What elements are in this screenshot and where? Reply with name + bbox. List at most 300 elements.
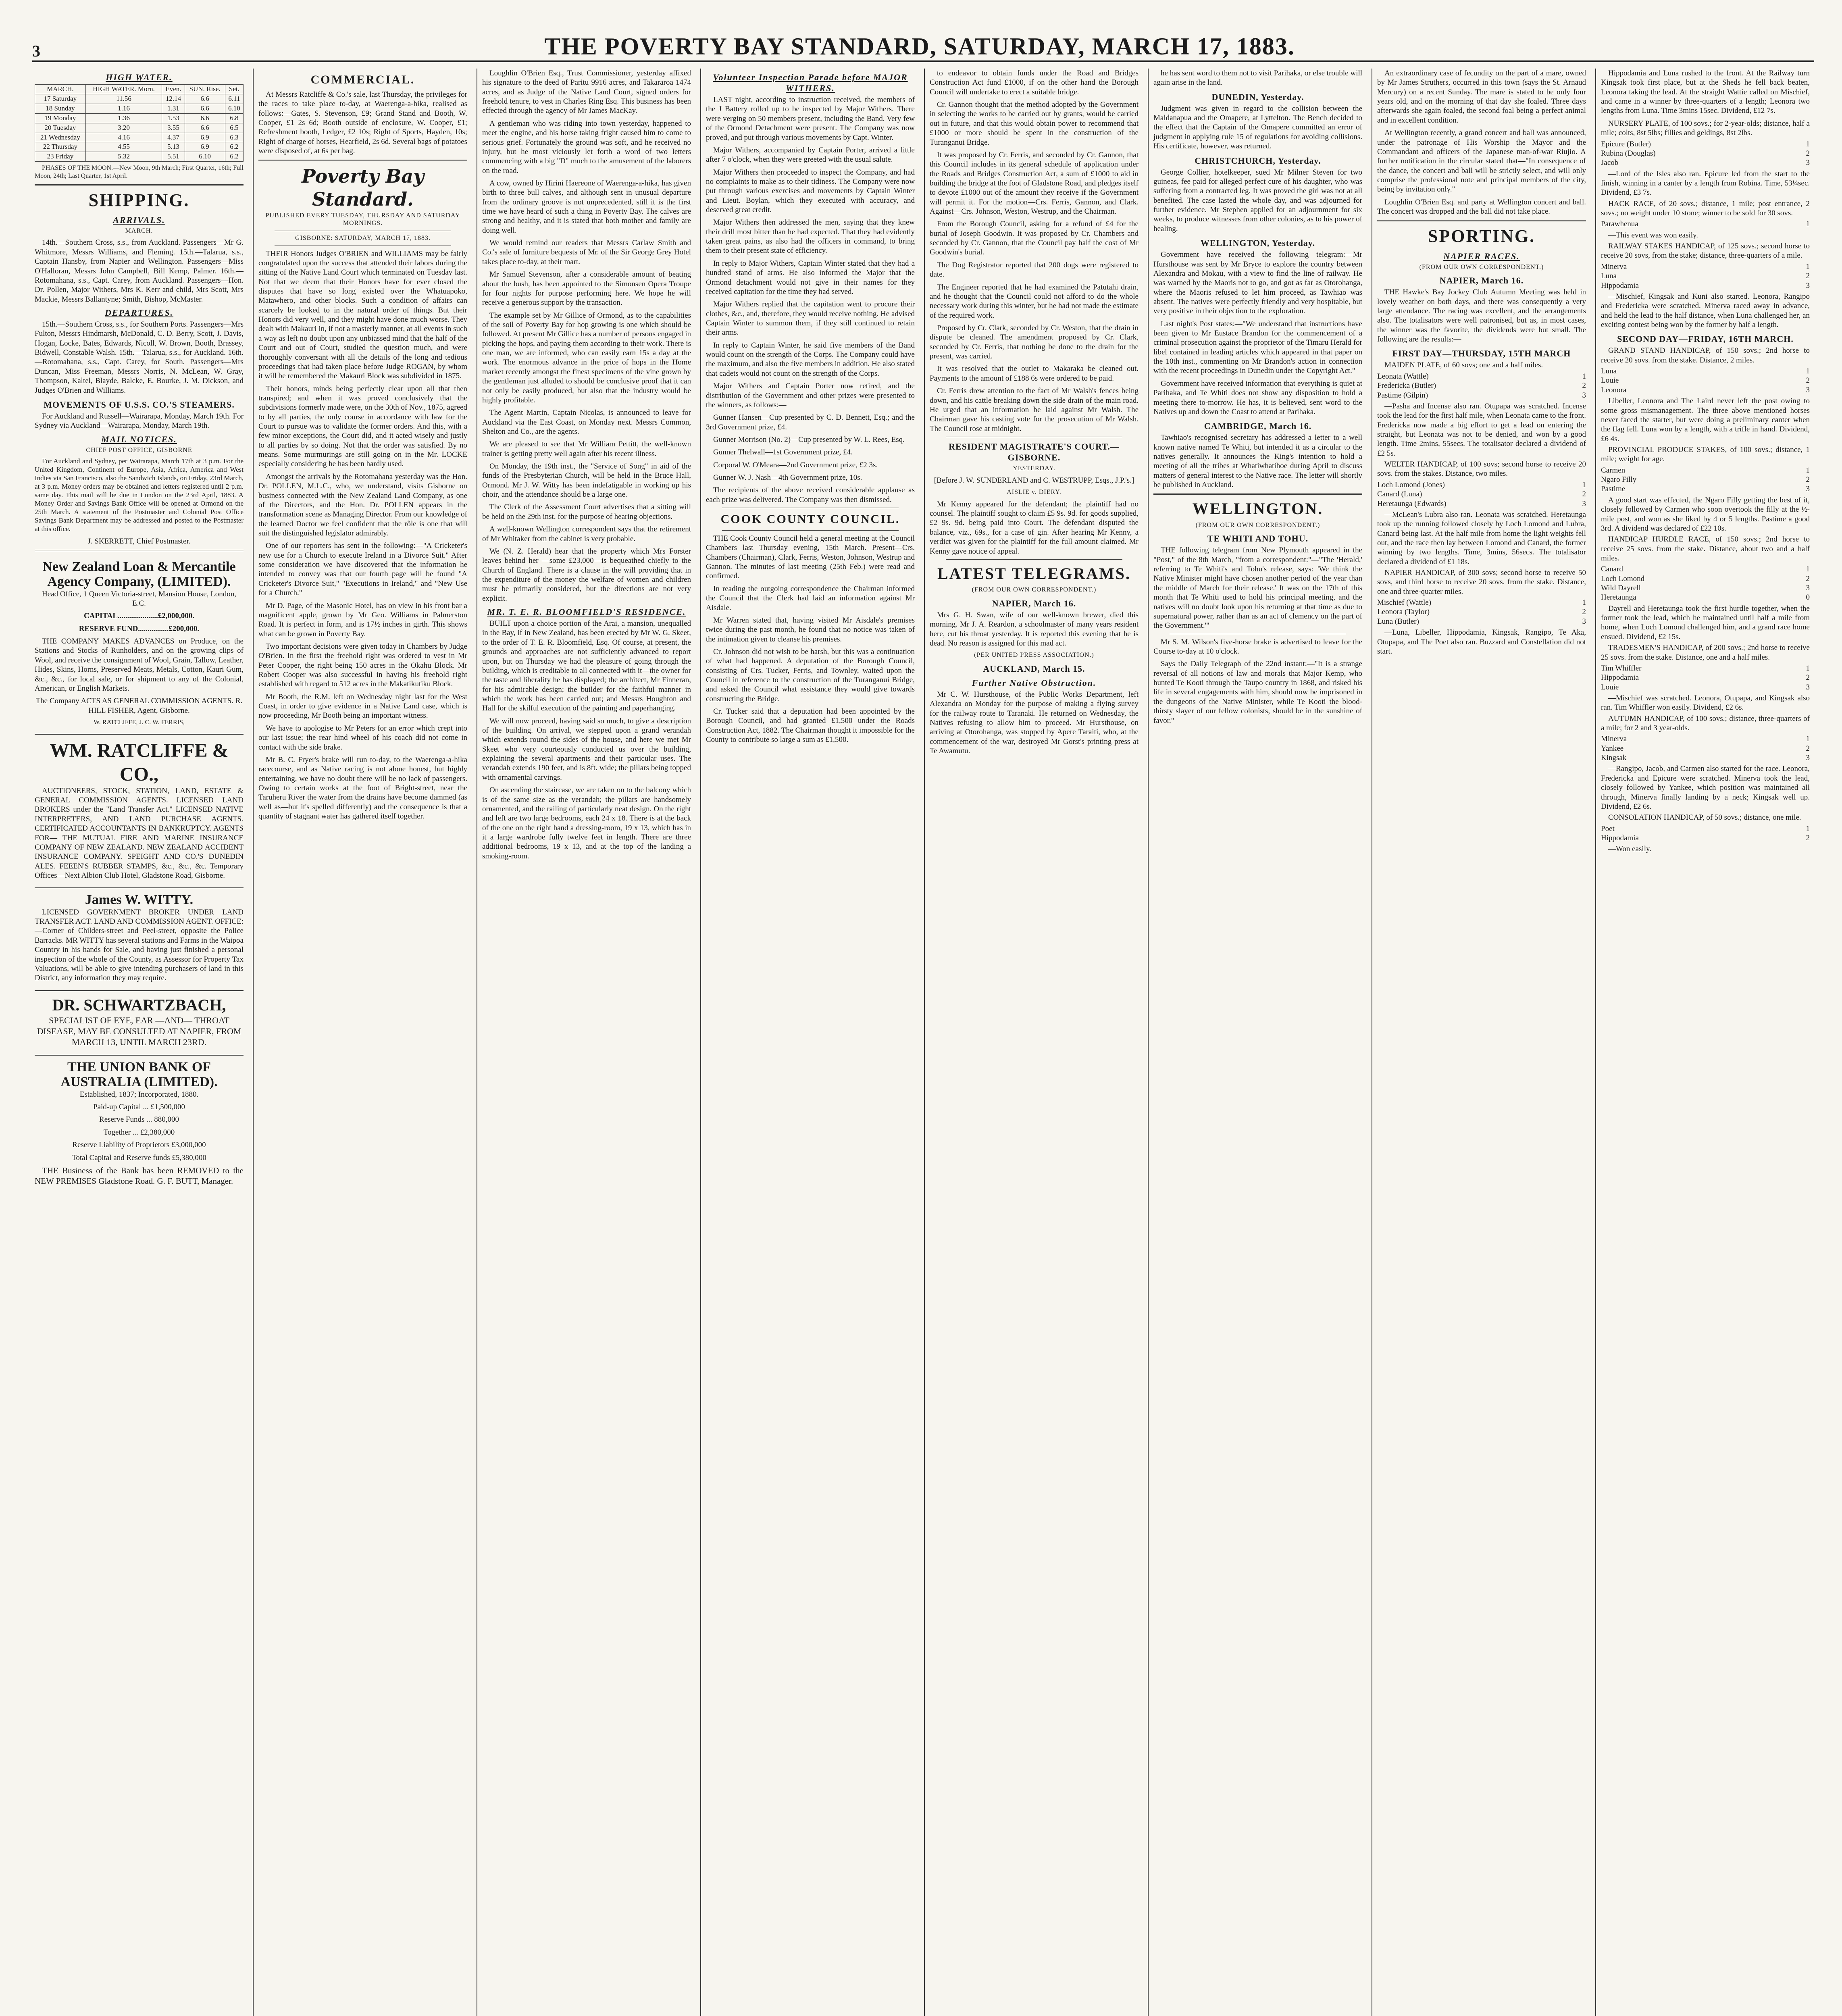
page-number: 3 [32,42,41,60]
news-paragraph: Mr Samuel Stevenson, after a considerable amount of beating about the bush, has been appointed to the Simonsen Opera Troupe for four nights for purpose performing here. We hope he will receive a generous support by the transaction. [482,270,691,307]
tide-cell: 6.9 [185,133,225,142]
race-entry [1601,564,1810,574]
tide-cell: 6.11 [225,94,243,104]
placing: 3 [1806,158,1810,167]
witty-text: LICENSED GOVERNMENT BROKER UNDER LAND TRANSFER ACT. LAND AND COMMISSION AGENT. OFFICE:—Corner of Childers-street and Peel-street, opposite the Police Barracks. MR WITTY has several stations and Farms in the Waipoa Country in his hands for Sale, and having just finished a personal inspection of the whole of the County, as Assessor for Property Tax Valuations, will be able to give intending purchasers of land in this District, any information they may require. [35,908,244,983]
race-entry [1377,381,1586,390]
race-report: Hippodamia and Luna rushed to the front. At the Railway turn Kingsak took first place, but at the Sheds he fell back beaten, Leonora taking the lead. At the straight Wattie called on Mischief, and came in a winner by three-quarters of a length; Leonora two lengths from Luna. Time 3mins 15sec. Dividend, £12 7s. [1601,69,1810,115]
bank-text: THE Business of the Bank has been REMOVED to the NEW PREMISES Gladstone Road. G. F. BUTT, Manager. [35,1165,244,1186]
horse-name: Tim Whiffler [1601,664,1642,673]
council-paragraph: Cr. Ferris drew attention to the fact of Mr Walsh's fences being down, and his cattle breaking down the side drain of the main road. He urged that an information be laid against Mr Walsh. The Chairman gave his casting vote for the prosecution of Mr Walsh. The Council rose at midnight. [930,387,1139,433]
editorial-paragraph: Mr D. Page, of the Masonic Hotel, has on view in his front bar a magnificent apple, grown by Mr Geo. Williams in Palmerston Road. It is perfect in form, and is 17½ inches in girth. This shows what can be grown in Poverty Bay. [258,601,467,638]
race-note: A good start was effected, the Ngaro Filly getting the best of it, closely followed by Carmen who soon overtook the filly at the ½-mile post, and won as she liked by 4 or 5 lengths. Pastime a good 3rd. A dividend was declared of £22 10s. [1601,496,1810,533]
horse-name: Louie [1601,683,1619,691]
horse-name: Louie [1601,376,1619,385]
race-entry [1601,824,1810,833]
napier-races-heading: NAPIER RACES. [1443,251,1520,261]
tide-cell: 18 Sunday [35,104,86,113]
nzlm-names: W. RATCLIFFE, J. C. W. FERRIS, [94,719,185,726]
race-entry [1601,475,1810,484]
prize-item: Corporal W. O'Meara—2nd Government prize, £2 3s. [713,460,878,469]
column-6 [1151,69,1365,2016]
tide-header-cell: SUN. Rise. [185,85,225,94]
placing: 1 [1806,466,1810,475]
telegram-text: Mrs G. H. Swan, wife of our well-known brewer, died this morning. Mr J. A. Reardon, a schoolmaster of many years resident here, cut his throat yesterday. It is reported this evening that he is dead. No reason is assigned for this mad act. [930,610,1139,648]
shipping-heading: SHIPPING. [88,190,190,210]
placing: 1 [1806,367,1810,376]
news-paragraph: Loughlin O'Brien Esq. and party at Wellington concert and ball. The concert was dropped and the ball did not take place. [1377,198,1586,216]
residence-paragraph: BUILT upon a choice portion of the Arai, a mansion, unequalled in the Bay, if in New Zealand, has been erected by Mr W. G. Skeet, to the order of T. E. R. Bloomfield, Esq. Of course, at present, the grounds and approaches are not sufficiently advanced to report upon, but on Thursday we had the pleasure of going through the building, which is creditable to all connected with it—the owner for the taste and liberality he has displayed; the architect, Mr Finneran, for his admirable design; the builder for the faithful manner in which the work has been carried out; and Messrs Houghton and Hall for the skilful execution of the painting and paperhanging. [482,619,691,713]
race-entry [1601,593,1810,602]
tide-cell: 22 Thursday [35,142,86,152]
tide-header-cell: HIGH WATER. Morn. [85,85,162,94]
news-paragraph: Says the Daily Telegraph of the 22nd instant:—"It is a strange reversal of all notions of law and morals that Major Kemp, who hunted Te Kooti through the Taupo country in 1868, and risked his life in several engagements with him, should now be imprisoned in the dungeons of the Native Minister, while Te Kooti the blood-thirsty slayer of our fellow colonists, should be in the sunshine of favor." [1153,660,1362,725]
race-entry [1601,376,1810,385]
placing: 1 [1806,565,1810,574]
news-paragraph: At Wellington recently, a grand concert and ball was announced, under the patronage of His Worship the Mayor and the Commandant and officers of the Japanese man-of-war Riujio. A further notification in the circular stated that—"In consequence of the dance, the concert and ball will be strictly select, and will only comprise the professional note and principal members of the city, being by invitation only." [1377,129,1586,194]
tide-cell: 4.16 [85,133,162,142]
placing: 2 [1806,834,1810,842]
placing: 3 [1806,754,1810,762]
placing: 2 [1806,272,1810,281]
race-entry [1601,140,1810,149]
horse-name: Yankee [1601,744,1624,753]
news-paragraph: An extraordinary case of fecundity on the part of a mare, owned by Mr James Struthers, occurred in this town (says the St. Arnaud Mercury) on a recent Sunday. The mare is stated to be only four years old, and on the morning of that day she foaled. Three days afterwards she again foaled, the second foal being a perfect animal and in excellent condition. [1377,69,1586,125]
tide-cell: 4.55 [85,142,162,152]
departures-text: 15th.—Southern Cross, s.s., for Southern Ports. Passengers—Mrs Fulton, Messrs Hindmarsh, McDonald, C. D. Berry, Scott, J. Davis, Hogan, Locke, Bates, Edwards, Nicoll, W. Brown, Booth, Brassey, Bidwell, Constable Walsh. 15th.—Talarua, s.s., for Auckland. 16th.—Rotomahana, s.s., Capt. Carey, for South. Passengers—Mrs Duncan, Miss Freeman, Messrs Norris, N. McLean, W. Gray, Thompson, Kaltel, Blayde, Balcke, E. Bourke, J. M. Dickson, and Judges O'Brien and Williams. [35,320,244,395]
tide-cell: 6.6 [185,113,225,123]
race-entry [1601,262,1810,271]
council-paragraph: Proposed by Cr. Clark, seconded by Cr. Weston, that the drain in dispute be cleaned. The amendment proposed by Cr. Clark, seconded by Cr. Ferris, that nothing be done to the drain for the present, was carried. [930,323,1139,361]
latest-telegrams-sub: (FROM OUR OWN CORRESPONDENT.) [972,586,1097,594]
race-title: RAILWAY STAKES HANDICAP, of 125 sovs.; second horse to receive 20 sovs, from the stake; distance, three-quarters of a mile. [1601,242,1810,260]
race-entry [1377,372,1586,381]
horse-name: Loch Lomond (Jones) [1377,480,1445,489]
tide-row [35,94,244,104]
tide-cell: 4.37 [162,133,185,142]
race-title: NAPIER HANDICAP, of 300 sovs; second horse to receive 50 sovs, and third horse to receive 20 sovs. from the stake. Distance, one and three-quarter miles. [1377,569,1586,596]
volunteer-heading: Volunteer Inspection Parade before MAJOR WITHERS. [713,72,908,94]
horse-name: Luna (Butler) [1377,617,1419,626]
race-title: HACK RACE, of 20 sovs.; distance, 1 mile; post entrance, 2 sovs.; no weight under 10 stone; winner to be sold for 30 sovs. [1601,199,1810,218]
volunteer-paragraph: Major Withers, accompanied by Captain Porter, arrived a little after 7 o'clock, when they were greeted with the usual salute. [706,146,915,164]
press-association-note: (PER UNITED PRESS ASSOCIATION.) [974,652,1094,659]
mail-signature: J. SKERRETT, Chief Postmaster. [87,537,191,546]
prize-item: Gunner W. J. Nash—4th Government prize, 10s. [713,473,862,482]
mail-sub: CHIEF POST OFFICE, GISBORNE [86,446,192,454]
prize-item: Gunner Thelwall—1st Government prize, £4. [713,448,853,457]
nzlm-reserve: RESERVE FUND................£200,000. [79,624,200,633]
tide-cell: 6.6 [185,94,225,104]
prize-item: Gunner Morrison (No. 2)—Cup presented by W. L. Rees, Esq. [713,435,905,444]
commercial-text: At Messrs Ratcliffe & Co.'s sale, last Thursday, the privileges for the races to take place to-day, at Waerenga-a-hika, realised as follows:—Gates, S. Stevenson, £9; Grand Stand and Booth, W. Cooper, £1 2s 6d; Booth outside of enclosure, W. Cooper, £1; Refreshment booth, Ledger, £2 10s; Right of Sports, Hayden, 10s; Right of charge of horses, Hearfield, 2s 6d. Several bags of potatoes were disposed of, at 6s per bag. [258,90,467,156]
race-entry [1601,683,1810,692]
race-title: MAIDEN PLATE, of 60 sovs; one and a half miles. [1384,361,1543,370]
horse-name: Leonora (Taylor) [1377,608,1430,616]
horse-name: Ngaro Filly [1601,475,1637,484]
news-paragraph: A cow, owned by Hirini Haereone of Waerenga-a-hika, has given birth to three bull calves, and although sent in unusual departure from the ordinary groove is not unprecedented, still it is the first time we have heard of such a thing in Poverty Bay. The calves are strong and healthy, and it is stated that both mother and family are doing well. [482,179,691,235]
wellington-heading: WELLINGTON. [1192,500,1324,518]
bank-established: Established, 1837; Incorporated, 1880. [79,1090,199,1099]
news-paragraph: The Clerk of the Assessment Court advertises that a sitting will be held on the 29th inst. for the purpose of hearing objections. [482,503,691,521]
news-paragraph: We would remind our readers that Messrs Carlaw Smith and Co.'s sale of furniture bequests of Mr. of the Sir George Grey Hotel takes place to-day, at their mart. [482,239,691,266]
race-entry [1377,480,1586,489]
second-day-heading: SECOND DAY—FRIDAY, 16TH MARCH. [1617,334,1794,344]
tide-cell: 11.56 [85,94,162,104]
nzlm-capital: CAPITAL.....................£2,000,000. [83,612,195,621]
tide-heading: HIGH WATER. [106,72,173,82]
editorial-paragraph: Their honors, minds being perfectly clear upon all that then transpired; and when it was proved conclusively that the subdivisions formerly made were, on the 30th of Nov., 1875, agreed to by all parties, the only course in accordance with law for the Court to pursue was to validate the former orders. And this, with a few minor exceptions, the Court did, and it acted wisely and justly to all parties by so doing. Not that the order was satisfied. By no means. Some murmurings are still going on in the Mr. LOCKE especially considering he has been hardly used. [258,384,467,469]
tide-cell: 19 Monday [35,113,86,123]
race-entry [1601,583,1810,593]
telegram-text: Mr C. W. Hursthouse, of the Public Works Department, left Alexandra on Monday for the purpose of making a flying survey for the railway route to Taranaki. He returned on Wednesday, the Natives refusing to allow him to proceed. Mr Hursthouse, on arriving at Otorohanga, was stopped by Apere Taraiti, who, at the commencement of the war, destroyed Mr Gorst's printing press at Te Awamutu. [930,690,1139,756]
race-title: TRADESMEN'S HANDICAP, of 200 sovs.; 2nd horse to receive 25 sovs. from the stake. Distance, one and a half miles. [1601,644,1810,662]
volunteer-paragraph: Major Withers then addressed the men, saying that they knew their drill most bitter than he had expected. That they had evidently taken great pains, as also had the officers in command, to bring them to their present state of efficiency. [706,218,915,255]
placing: 2 [1582,608,1586,616]
tide-row [35,123,244,133]
rm-court-day: YESTERDAY. [1013,465,1055,472]
placing: 1 [1806,262,1810,271]
telegram-text: Government have received information that everything is quiet at Parihaka, and Te Whiti does not show any disposition to hold a meeting there to-morrow. He has, it is believed, sent word to the Natives up and down the Coast to attend at Parihaka. [1153,379,1362,416]
horse-name: Heretaunga (Edwards) [1377,499,1447,508]
race-note: Dayrell and Heretaunga took the first hurdle together, when the former took the lead, which he maintained until half a mile from home, when Loch Lomond challenged him, and a grand race home ensued. Dividend, £2 15s. [1601,604,1810,641]
latest-telegrams-heading: LATEST TELEGRAMS. [937,564,1131,583]
council-paragraph: The Dog Registrator reported that 200 dogs were registered to date. [930,260,1139,279]
race-entry [1601,484,1810,494]
race-entry [1601,574,1810,583]
tide-cell: 1.16 [85,104,162,113]
placing: 1 [1806,140,1810,148]
column-3 [480,69,693,2016]
race-entry [1601,158,1810,167]
napier-races-dateline: NAPIER, March 16. [1439,275,1524,286]
moon-phases: PHASES OF THE MOON.—New Moon, 9th March; First Quarter, 16th; Full Moon, 24th; Last Quarter, 1st April. [35,165,244,179]
arrivals-month: MARCH. [125,227,153,234]
telegram-text: Last night's Post states:—"We understand that instructions have been given to Mr Eustace Brandon for the commencement of a criminal prosecution against the proprietor of the Timaru Herald for libel contained in leading articles which appeared in that paper on the 10th inst., commenting on Mr Brandon's action in connection with the recent proceedings in Dunedin under the Copyright Act." [1153,319,1362,375]
horse-name: Leonora [1601,385,1627,394]
rm-court-heading: RESIDENT MAGISTRATE'S COURT.—GISBORNE. [949,441,1120,462]
tide-cell: 1.53 [162,113,185,123]
race-entry [1601,673,1810,682]
race-entry [1601,219,1810,229]
witty-heading: James W. WITTY. [85,892,194,908]
ratcliffe-heading: WM. RATCLIFFE & CO., [50,739,229,785]
tide-header-cell: Set. [225,85,243,94]
race-note: —McLean's Lubra also ran. Leonata was scratched. Heretaunga took up the running followed closely by Loch Lomond and Lubra, Canard being last. At the half mile from home the light weights fell out, and the race then lay between Lomond and Canard, the former winning by two lengths. Time, 3mins, 56secs. The totalisator declared a dividend of £1 18s. [1377,510,1586,566]
placing: 1 [1806,220,1810,229]
tide-cell: 20 Tuesday [35,123,86,133]
volunteer-paragraph: In reply to Captain Winter, he said five members of the Band would count on the strength of the Corps. The Company could have the maximum, and also the five members in addition. He also stated that cadets would not count on the strength of the Corps. [706,341,915,378]
tide-cell: 5.51 [162,152,185,162]
dunedin-dateline: DUNEDIN, Yesterday. [1211,92,1304,102]
te-whiti-heading: TE WHITI AND TOHU. [1207,533,1309,544]
horse-name: Carmen [1601,466,1626,475]
tide-cell: 6.10 [225,104,243,113]
race-entry [1601,385,1810,395]
placing: 2 [1806,574,1810,583]
editorial-paragraph: Amongst the arrivals by the Rotomahana yesterday was the Hon. Dr. POLLEN, M.L.C., who, we understand, visits Gisborne on business connected with the New Zealand Land Company, as one of the Directors, and the Hon. Dr. POLLEN appears in the transformation scene as Managing Director. From our knowledge of the learned Doctor we feel confident that the rôle is one that will suit the distinguished legislator admirably. [258,472,467,537]
placing: 1 [1806,824,1810,833]
placing: 2 [1806,376,1810,385]
placing: 2 [1806,744,1810,753]
race-note: Libeller, Leonora and The Laird never left the post owing to some gross mismanagement. The three above mentioned horses never faced the starter, but were doing a preliminary canter when the flag fell. Luna won by a length, with a trifle in hand. Dividend, £6 4s. [1601,397,1810,443]
placing: 2 [1582,381,1586,390]
telegram-text: George Collier, hotelkeeper, sued Mr Milner Steven for two guineas, fee paid for alleged perfect cure of his daughter, who was suffering from a contracted leg. It was proved the girl was not at all benefited. The case lasted the whole day, and was adjourned for further evidence. Mr Stephen applied for an adjournment for six weeks, to produce witnesses from other colonies, as to his power of healing. [1153,168,1362,233]
rm-court-bench: [Before J. W. SUNDERLAND and C. WESTRUPP, Esqs., J.P.'s.] [934,476,1134,485]
race-title: WELTER HANDICAP, of 100 sovs; second horse to receive 20 sovs. from the stakes. Distance, two miles. [1377,460,1586,478]
movements-heading: MOVEMENTS OF U.S.S. CO.'S STEAMERS. [44,399,235,410]
tide-cell: 21 Wednesday [35,133,86,142]
prize-item: Gunner Hansen—Cup presented by C. D. Bennett, Esq.; and the 3rd Government prize, £4. [706,413,915,431]
horse-name: Canard (Luna) [1377,490,1422,499]
tide-cell: 1.36 [85,113,162,123]
news-paragraph: The Agent Martin, Captain Nicolas, is announced to leave for Auckland via the East Coast, on Monday next. Messrs Common, Shelton and Co., are the agents. [482,408,691,436]
horse-name: Jacob [1601,158,1619,167]
editorial-paragraph: Mr B. C. Fryer's brake will run to-day, to the Waerenga-a-hika racecourse, and as Native racing is not alone honest, but highly entertaining, we have no doubt there will be no lack of passengers. Owing to certain works at the foot of Bright-street, near the Taruheru River the water from the drains have become dammed (as well as—but it's spelled differently) and the consequence is that a quantity of stagnant water has gathered itself together. [258,755,467,821]
tide-cell: 6.9 [185,142,225,152]
tide-cell: 6.6 [185,123,225,133]
race-note: —Mischief, Kingsak and Kuni also started. Leonora, Rangipo and Fredericka were scratched. Minerva raced away in advance, and held the lead to the half distance, when Luna challenged her, an exciting contest being won by the former by half a length. [1601,292,1810,329]
bank-figure: Total Capital and Reserve funds £5,380,000 [72,1153,206,1162]
nzlm-text: THE COMPANY MAKES ADVANCES on Produce, on the Stations and Stocks of Runholders, and on the growing clips of Wool, and receive the consignment of Wool, Grain, Tallow, Leather, Hides, Skins, Horns, Preserved Meats, Metals, Cotton, Kauri Gum, &c., &c., for local sale, or for shipment to any of the Colonial, American, or English Markets. [35,637,244,693]
horse-name: Rubina (Douglas) [1601,149,1656,158]
sporting-heading: SPORTING. [1428,226,1536,246]
volunteer-paragraph: Major Withers replied that the capitation went to procure their clothes, &c., and, therefore, they would receive nothing. He advised Captain Winter to summon them, if they still continued to retain their arms. [706,300,915,337]
horse-name: Kingsak [1601,754,1627,762]
tide-cell: 5.32 [85,152,162,162]
volunteer-paragraph: Major Withers and Captain Porter now retired, and the distribution of the Government and other prizes were presented to the winners, as follows:— [706,382,915,409]
tide-table [35,84,244,162]
horse-name: Luna [1601,272,1617,281]
race-note: —Luna, Libeller, Hippodamia, Kingsak, Rangipo, Te Aka, Otupapa, and The Poet also ran. Buzzard and Constellation did not start. [1377,628,1586,656]
news-paragraph: Mr S. M. Wilson's five-horse brake is advertised to leave for the Course to-day at 10 o'clock. [1153,637,1362,656]
nzlm-heading: New Zealand Loan & Mercantile Agency Company, (LIMITED). [42,559,236,589]
column-1 [32,69,246,2016]
placing: 2 [1806,673,1810,682]
race-entry [1601,271,1810,281]
first-day-heading: FIRST DAY—THURSDAY, 15TH MARCH [1392,348,1571,359]
tide-cell: 6.2 [225,152,243,162]
bank-heading: THE UNION BANK OF AUSTRALIA (LIMITED). [60,1059,218,1090]
horse-name: Parawhenua [1601,220,1638,229]
cambridge-dateline: CAMBRIDGE, March 16. [1204,421,1312,431]
tide-row [35,152,244,162]
arrivals-text: 14th.—Southern Cross, s.s., from Auckland. Passengers—Mr G. Whitmore, Messrs Williams, and Fleming. 15th.—Talarua, s.s., Captain Hansby, from Napier and Wellington. Passengers—Miss O'Halloran, Messrs John Campbell, Bill Kemp, Palmer. 16th.—Rotomahana, s.s., Capt. Carey, from Auckland. Passengers—Hon. Dr. Pollen, Major Withers, Mrs K. Kerr and child, Mrs Scott, Mrs Mackie, Messrs Ballantyne; Smith, Bishop, McMaster. [35,238,244,304]
council-paragraph: From the Borough Council, asking for a refund of £4 for the burial of Joseph Goodwin. It was proposed by Cr. Chambers and seconded by Cr. Gannon, that the Council pay half the cost of Mr Goodwin's burial. [930,220,1139,257]
race-entry [1601,734,1810,744]
editorial-paragraph: We have to apologise to Mr Peters for an error which crept into our last issue; the rear hind wheel of his coach did not come in contact with the side brake. [258,724,467,752]
nzlm-agents: The Company ACTS AS GENERAL COMMISSION AGENTS. R. HILL FISHER, Agent, Gisborne. [35,697,243,715]
news-paragraph: We are pleased to see that Mr William Pettitt, the well-known trainer is getting pretty well again after his recent illness. [482,440,691,458]
horse-name: Epicure (Butler) [1601,140,1651,148]
tide-cell: 6.5 [225,123,243,133]
tide-header-cell: Even. [162,85,185,94]
council-paragraph: It was proposed by Cr. Ferris, and seconded by Cr. Gannon, that this Council includes in its general schedule of application under the Roads and Bridges Construction Act, a sum of £1000 to aid in building the bridge at the foot of Gladstone Road, and pledges itself to devote £1000 out of the amount they receive if the Government will permit it. For the motion—Crs. Ferris, Gannon, and Clark. Against—Crs. Johnson, Weston, Westrup, and the Chairman. [930,150,1139,216]
race-entry [1601,149,1810,158]
horse-name: Minerva [1601,262,1627,271]
tide-cell: 6.8 [225,113,243,123]
council-paragraph: Cr. Gannon thought that the method adopted by the Government in selecting the works to be carried out by grants, would be carried out in future, and that this would obtain power to recommend that £1000 or more should be spent in the construction of the Turanganui Bridge. [930,100,1139,147]
race-entry [1601,664,1810,673]
tide-cell: 6.10 [185,152,225,162]
council-paragraph: THE Cook County Council held a general meeting at the Council Chambers last Thursday evening, 15th March. Present—Crs. Chambers (Chairman), Clark, Ferris, Weston, Johnson, Westrup and Gannon. The minutes of last meeting (25th Feb.) were read and confirmed. [706,534,915,581]
race-entry [1601,744,1810,753]
editorial-paragraph: Two important decisions were given today in Chambers by Judge O'Brien. In the first the freehold right was ordered to vest in Mr Peter Cooper, the right being 150 acres in the Okahu Block. Mr Robert Cooper was also successful in having his freehold right established with regard to 512 acres in the Makatikutiku Block. [258,642,467,689]
newspaper-nameplate: Poverty Bay Standard. [302,165,424,210]
horse-name: Minerva [1601,735,1627,744]
council-paragraph: The Engineer reported that he had examined the Patutahi drain, and he thought that the Council could not afford to do the whole necessary work during this winter, but he had not made the estimate of the required work. [930,283,1139,320]
race-title: AUTUMN HANDICAP, of 100 sovs.; distance, three-quarters of a mile; for 2 and 3 year-olds. [1601,714,1810,733]
volunteer-paragraph: The recipients of the above received considerable applause as each prize was delivered. The Company was then dismissed. [706,486,915,504]
horse-name: Canard [1601,565,1623,574]
placing: 3 [1582,391,1586,400]
rm-court-text: Mr Kenny appeared for the defendant; the plaintiff had no counsel. The plaintiff sought to claim £5 9s. 9d. for goods supplied, £2 9s. 9d. being paid into Court. The defendant disputed the balance, viz., 69s., for a case of gin. After hearing Mr Kenny, a verdict was given for the plaintiff for the full amount claimed. Mr Kenny gave notice of appeal. [930,500,1139,556]
horse-name: Wild Dayrell [1601,584,1641,593]
news-paragraph: A well-known Wellington correspondent says that the retirement of Mr Whitaker from the cabinet is very probable. [482,525,691,543]
volunteer-paragraph: In reply to Major Withers, Captain Winter stated that they had a hundred stand of arms. He also informed the Major that the Ormond detachment would not give in their names for they received capitation for the time they had served. [706,259,915,296]
page-body [32,69,1814,2016]
tide-cell: 12.14 [162,94,185,104]
race-entry [1601,281,1810,290]
ratcliffe-text: AUCTIONEERS, STOCK, STATION, LAND, ESTATE & GENERAL COMMISSION AGENTS. LICENSED LAND BROKERS under the "Land Transfer Act." LICENSED NATIVE INTERPRETERS, AND LAND PURCHASE AGENTS. CERTIFICATED ACCOUNTANTS IN BANKRUPTCY. AGENTS FOR— THE MUTUAL FIRE AND MARINE INSURANCE COMPANY OF NEW ZEALAND. NEW ZEALAND ACCIDENT INSURANCE COMPANY. SPEIGHT AND CO.'S DUNEDIN ALES. FEEEN'S RUBBER STAMPS, &c., &c., &c. Temporary Offices—Next Albion Club Hotel, Gladstone Road, Gisborne. [35,786,244,880]
council-paragraph: It was resolved that the outlet to Makaraka be cleaned out. Payments to the amount of £188 6s were ordered to be paid. [930,364,1139,383]
placing: 3 [1806,485,1810,494]
telegram-text: Tawhiao's recognised secretary has addressed a letter to a well known native named Te Whiti, but intended it as a circular to the natives generally. It announces the King's intention to hold a meeting of all the tribes at Whatiwhatihoe during April to discuss matters of general interest to the Native race. The letter will shortly be published in Auckland. [1153,433,1362,489]
race-note: —Mischief was scratched. Leonora, Otupapa, and Kingsak also ran. Tim Whiffler won easily. Dividend, £2 6s. [1601,694,1810,712]
race-note: —Lord of the Isles also ran. Epicure led from the start to the finish, winning in a canter by a length from Robina. Time, 53¼sec. Dividend, £3 7s. [1601,169,1810,197]
tide-row [35,142,244,152]
mail-text: For Auckland and Sydney, per Wairarapa, March 17th at 3 p.m. For the United Kingdom, Continent of Europe, Asia, Africa, America and West Indies via San Francisco, also the Sandwich Islands, on Friday, 23rd March, at 3 p.m. Money orders may be obtained and letters registered until 2 p.m. same day. This mail will be due in London on the 23rd April, 1883. A Money Order and Savings Bank Office will be opened at Ormond on the 25th March. A statement of the Postmaster and Colonial Post Office Savings Bank Department may be addressed and posted to the Postmaster at this office. [35,457,244,533]
residence-heading: MR. T. E. R. BLOOMFIELD'S RESIDENCE. [487,607,686,617]
residence-paragraph: On ascending the staircase, we are taken on to the balcony which is of the same size as the verandah; the pillars are handsomely ornamented, and the railing of particularly neat design. On the right and left are two large bedrooms, each 24 x 18. There is at the back of the one on the right hand a dressing-room, 19 x 13, which has in it a large wardrobe fully twelve feet in length. There are three additional bedrooms, 19 x 13, and at the top of the landing a smoking-room. [482,786,691,860]
masthead [32,16,1814,62]
placing: 0 [1806,593,1810,602]
horse-name: Heretaunga [1601,593,1636,602]
race-note: —Won easily. [1608,845,1651,854]
race-entry [1601,833,1810,843]
nzlm-office: Head Office, 1 Queen Victoria-street, Mansion House, London, E.C. [42,589,236,608]
auckland-subheading: Further Native Obstruction. [972,677,1097,688]
column-5 [927,69,1141,2016]
placing: 3 [1806,281,1810,290]
council-paragraph: to endeavor to obtain funds under the Road and Bridges Construction Act fund £1000, if on the other hand the Borough Council will undertake to erect a suitable bridge. [930,69,1139,96]
news-paragraph: We (N. Z. Herald) hear that the property which Mrs Forster leaves behind her —some £23,000—is bequeathed chiefly to the Church of England. There is a clause in the will providing that in the expenditure of the money the welfare of women and children must be primarily considered, but the directions are not very explicit. [482,547,691,603]
cook-county-heading: COOK COUNTY COUNCIL. [720,512,900,526]
race-entry [1377,607,1586,616]
tide-row [35,104,244,113]
tide-cell: 6.3 [225,133,243,142]
race-title: NURSERY PLATE, of 100 sovs.; for 2-year-olds; distance, half a mile; colts, 8st 5lbs; fillies and geldings, 8st 2lbs. [1601,119,1810,137]
news-paragraph: The example set by Mr Gillice of Ormond, as to the capabilities of the soil of Poverty Bay for hop growing is one which should be followed. At present Mr Gillice has a number of persons engaged in picking the hops, and paying them according to their work. There is one man, we are informed, who can easily earn 15s a day at the work. The enormous advance in the price of hops in the Home market recently amongst the finest specimens of the vine grown by the gentleman just alluded to should be conclusive proof that it can not only be easily produced, but also that the industry would be highly profitable. [482,311,691,404]
napier-races-sub: (FROM OUR OWN CORRESPONDENT.) [1419,263,1544,271]
horse-name: Loch Lomond [1601,574,1645,583]
bank-figure: Paid-up Capital ... £1,500,000 [93,1103,185,1112]
race-entry [1601,367,1810,376]
departures-heading: DEPARTURES. [104,307,174,318]
horse-name: Hippodamia [1601,673,1639,682]
race-entry [1377,391,1586,400]
column-4 [703,69,917,2016]
tide-cell: 3.20 [85,123,162,133]
race-entry [1377,598,1586,607]
napier-dateline: NAPIER, March 16. [992,598,1076,608]
council-paragraph: Cr. Johnson did not wish to be harsh, but this was a continuation of what had happened. A deputation of the Borough Council, consisting of Crs. Tucker, Ferris, and Townley, waited upon the Council in reference to the construction of the Turanganui Bridge, and asked the Council what assistance they would give towards constructing the Bridge. [706,647,915,703]
movements-text: For Auckland and Russell—Wairarapa, Monday, March 19th. For Sydney via Auckland—Wairarapa, Monday, March 19th. [35,412,244,430]
placing: 3 [1806,584,1810,593]
horse-name: Poet [1601,824,1615,833]
schwartzbach-text: SPECIALIST OF EYE, EAR —AND— THROAT DISEASE, MAY BE CONSULTED AT NAPIER, FROM MARCH 13, UNTIL MARCH 23RD. [37,1015,241,1047]
placing: 1 [1582,480,1586,489]
rm-court-case: AISLIE v. DIERY. [1007,489,1061,496]
race-entry [1377,489,1586,499]
placing: 1 [1806,735,1810,744]
placing: 2 [1582,490,1586,499]
publish-note: PUBLISHED EVERY TUESDAY, THURSDAY AND SATURDAY MORNINGS. [265,212,460,227]
news-paragraph: On Monday, the 19th inst., the "Service of Song" in aid of the funds of the Presbyterian Church, will be held in the Bruce Hall, Ormond. Mr J. W. Witty has been indefatigable in working up his choir, and the attendance should be a large one. [482,462,691,499]
column-8 [1598,69,1812,2016]
race-title: HANDICAP HURDLE RACE, of 150 sovs.; 2nd horse to receive 25 sovs. from the stake. Distance, about two and a half miles. [1601,535,1810,562]
bank-figure: Together ... £2,380,000 [103,1128,175,1137]
arrivals-heading: ARRIVALS. [113,215,165,225]
placing: 2 [1806,475,1810,484]
telegram-text: he has sent word to them not to visit Parihaka, or else trouble will again arise in the land. [1153,69,1362,87]
race-title: PROVINCIAL PRODUCE STAKES, of 100 sovs.; distance, 1 mile; weight for age. [1601,445,1810,464]
commercial-heading: COMMERCIAL. [310,73,415,86]
column-7 [1375,69,1588,2016]
telegram-text: Judgment was given in regard to the collision between the Maldanapua and the Omapere, at Lyttelton. The Bench decided to the effect that the Captain of the Omapere committed an error of judgment in applying rule 15 of regulations for avoiding collisions. His certificate, however, was returned. [1153,104,1362,151]
news-paragraph: Loughlin O'Brien Esq., Trust Commissioner, yesterday affixed his signature to the deed of Paritu 9916 acres, and Takararoa 1474 acres, and as Judge of the Native Land Court, signed orders for freehold tenure, to vest in Charles Ring Esq. This business has been effected through the agency of Mr James MacKay. [482,69,691,115]
volunteer-paragraph: Major Withers then proceeded to inspect the Company, and had no complaints to make as to their tidiness. The Company were now put through various exercises and movements by Captain Winter and Lieut. Boylan, which they executed with accuracy, and deserved great credit. [706,168,915,215]
placing: 3 [1582,499,1586,508]
horse-name: Mischief (Wattle) [1377,598,1432,607]
tide-cell: 3.55 [162,123,185,133]
volunteer-paragraph: LAST night, according to instruction received, the members of the J Battery rolled up to be inspected by Major Withers. There were verging on 50 members present, including the Band. Very few of the Ormond Detachment were present. The Company was now proved, and put through various movements by Capt. Winter. [706,96,915,142]
editorial-paragraph: One of our reporters has sent in the following:—"A Cricketer's new use for a Church to execute Ireland in a Divorce Suit." After some consideration we have discovered that the information he intended to convey was that our fourth page will be found "A Cricketer's Divorce Suit," "Executions in Ireland," and "New Use for a Church." [258,541,467,598]
tide-cell: 5.13 [162,142,185,152]
placing: 3 [1806,385,1810,394]
placing: 3 [1582,617,1586,626]
bank-figure: Reserve Liability of Proprietors £3,000,000 [72,1141,206,1150]
placing: 2 [1806,149,1810,158]
tide-row [35,113,244,123]
race-entry [1377,617,1586,626]
placing: 3 [1806,683,1810,691]
tide-row [35,133,244,142]
news-paragraph: A gentleman who was riding into town yesterday, happened to meet the engine, and his horse taking fright caused him to come to serious grief. Fortunately the ground was soft, and he received no injury, but he most viciously let forth a word of two letters commencing with a big "D" much to the amusement of the laborers on the road. [482,119,691,175]
newspaper-title: THE POVERTY BAY STANDARD, SATURDAY, MARCH 17, 1883. [544,33,1295,60]
horse-name: Pastime [1601,485,1626,494]
race-note: —This event was won easily. [1608,231,1698,240]
tide-cell: 23 Friday [35,152,86,162]
horse-name: Fredericka (Butler) [1377,381,1436,390]
tide-header-cell: MARCH. [35,85,86,94]
tide-cell: 17 Saturday [35,94,86,104]
race-entry [1601,753,1810,762]
race-note: —Pasha and Incense also ran. Otupapa was scratched. Incense took the lead for the first half mile, when Leonata came to the front. Fredericka now made a big effort to get a lead on entering the straight, but Leonata was not to be denied, and won by a good length. Time 2mins, 55secs. The totalisator declared a dividend of £2 5s. [1377,402,1586,458]
placing: 1 [1582,598,1586,607]
race-entry [1377,499,1586,508]
column-2 [256,69,470,2016]
bank-figure: Reserve Funds ... 880,000 [99,1115,179,1124]
tide-cell: 6.6 [185,104,225,113]
races-intro: THE Hawke's Bay Jockey Club Autumn Meeting was held in lovely weather on both days, and there was consequently a very large attendance. The racing was excellent, and the arrangements also. The totalisators were well patronised, but as, in most cases, the winner was the favorite, the dividends were but small. The following are the results:— [1377,288,1586,344]
wellington-sub: (FROM OUR OWN CORRESPONDENT.) [1195,521,1320,529]
race-note: —Rangipo, Jacob, and Carmen also started for the race. Leonora, Fredericka and Epicure were scratched. Minerva took the lead, closely followed by Yankee, which position was maintained all through, Minerva finally landing by a neck; Kingsak well up. Dividend, £2 6s. [1601,764,1810,811]
placing: 1 [1582,372,1586,381]
horse-name: Pastime (Gilpin) [1377,391,1428,400]
race-title: GRAND STAND HANDICAP, of 150 sovs.; 2nd horse to receive 20 sovs. from the stake. Distance, 2 miles. [1601,346,1810,364]
race-title: CONSOLATION HANDICAP, of 50 sovs.; distance, one mile. [1608,813,1801,822]
